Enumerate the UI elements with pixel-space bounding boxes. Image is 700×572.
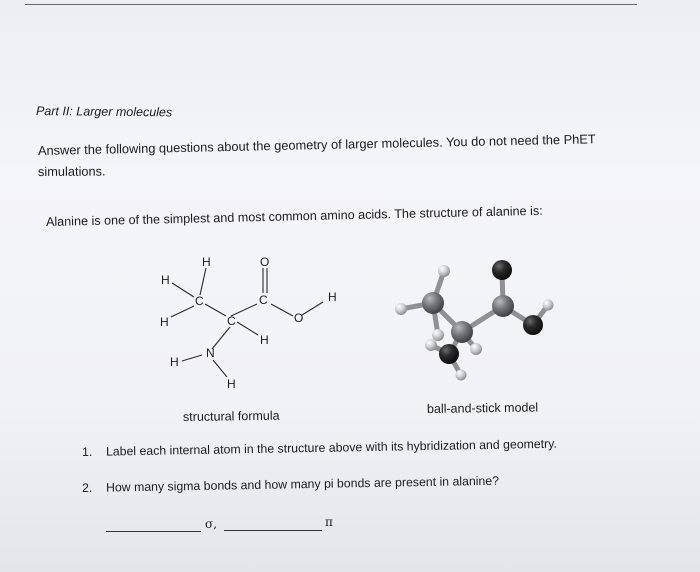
atom-h-center: H — [260, 333, 269, 347]
instructions-line-2: simulations. — [37, 163, 106, 179]
atom-n: N — [206, 346, 215, 360]
instructions-line-1: Answer the following questions about the geometry of larger molecules. You do not need the PhET — [37, 131, 596, 158]
question-1-text: Label each internal atom in the structure above with its hybridization and geometry. — [105, 436, 557, 459]
ball-carbon-carboxyl — [492, 295, 514, 317]
question-1-number: 1. — [81, 444, 93, 459]
ball-hydrogen — [470, 343, 482, 355]
atom-c-center: C — [227, 314, 236, 328]
ball-hydrogen — [456, 370, 467, 381]
atom-o-mid: O — [294, 311, 304, 325]
sigma-symbol: σ, — [205, 517, 218, 531]
atom-h-bottom: H — [227, 377, 236, 391]
caption-ball-and-stick: ball-and-stick model — [426, 400, 539, 416]
pi-answer-blank[interactable] — [224, 530, 322, 531]
atom-c2: C — [259, 293, 268, 307]
atom-h-mid-left: H — [160, 315, 169, 329]
atom-h-n-left: H — [170, 355, 179, 369]
ball-carbon-methyl — [422, 292, 444, 314]
ball-hydrogen — [432, 329, 444, 341]
ball-hydrogen — [395, 303, 407, 315]
atom-c1: C — [195, 294, 204, 308]
sigma-answer-blank[interactable] — [106, 531, 201, 532]
ball-nitrogen — [439, 344, 459, 364]
ball-hydrogen — [438, 265, 450, 277]
atom-h-right: H — [328, 290, 337, 304]
atom-h-left: H — [161, 273, 170, 287]
atom-h-top: H — [202, 255, 211, 269]
pi-symbol: π — [325, 515, 333, 529]
ball-hydrogen — [425, 339, 437, 351]
ball-oxygen-hydroxyl — [523, 315, 543, 335]
section-heading: Part II: Larger molecules — [35, 104, 173, 120]
question-2-number: 2. — [81, 480, 93, 495]
atom-o-top: O — [260, 255, 270, 269]
question-2-text: How many sigma bonds and how many pi bonds are present in alanine? — [105, 473, 500, 495]
ball-oxygen-carbonyl — [492, 260, 512, 280]
alanine-intro: Alanine is one of the simplest and most common amino acids. The structure of alanine is: — [45, 203, 543, 229]
ball-hydrogen — [543, 300, 554, 311]
caption-structural-formula: structural formula — [182, 408, 280, 424]
ball-carbon-alpha — [451, 321, 473, 343]
